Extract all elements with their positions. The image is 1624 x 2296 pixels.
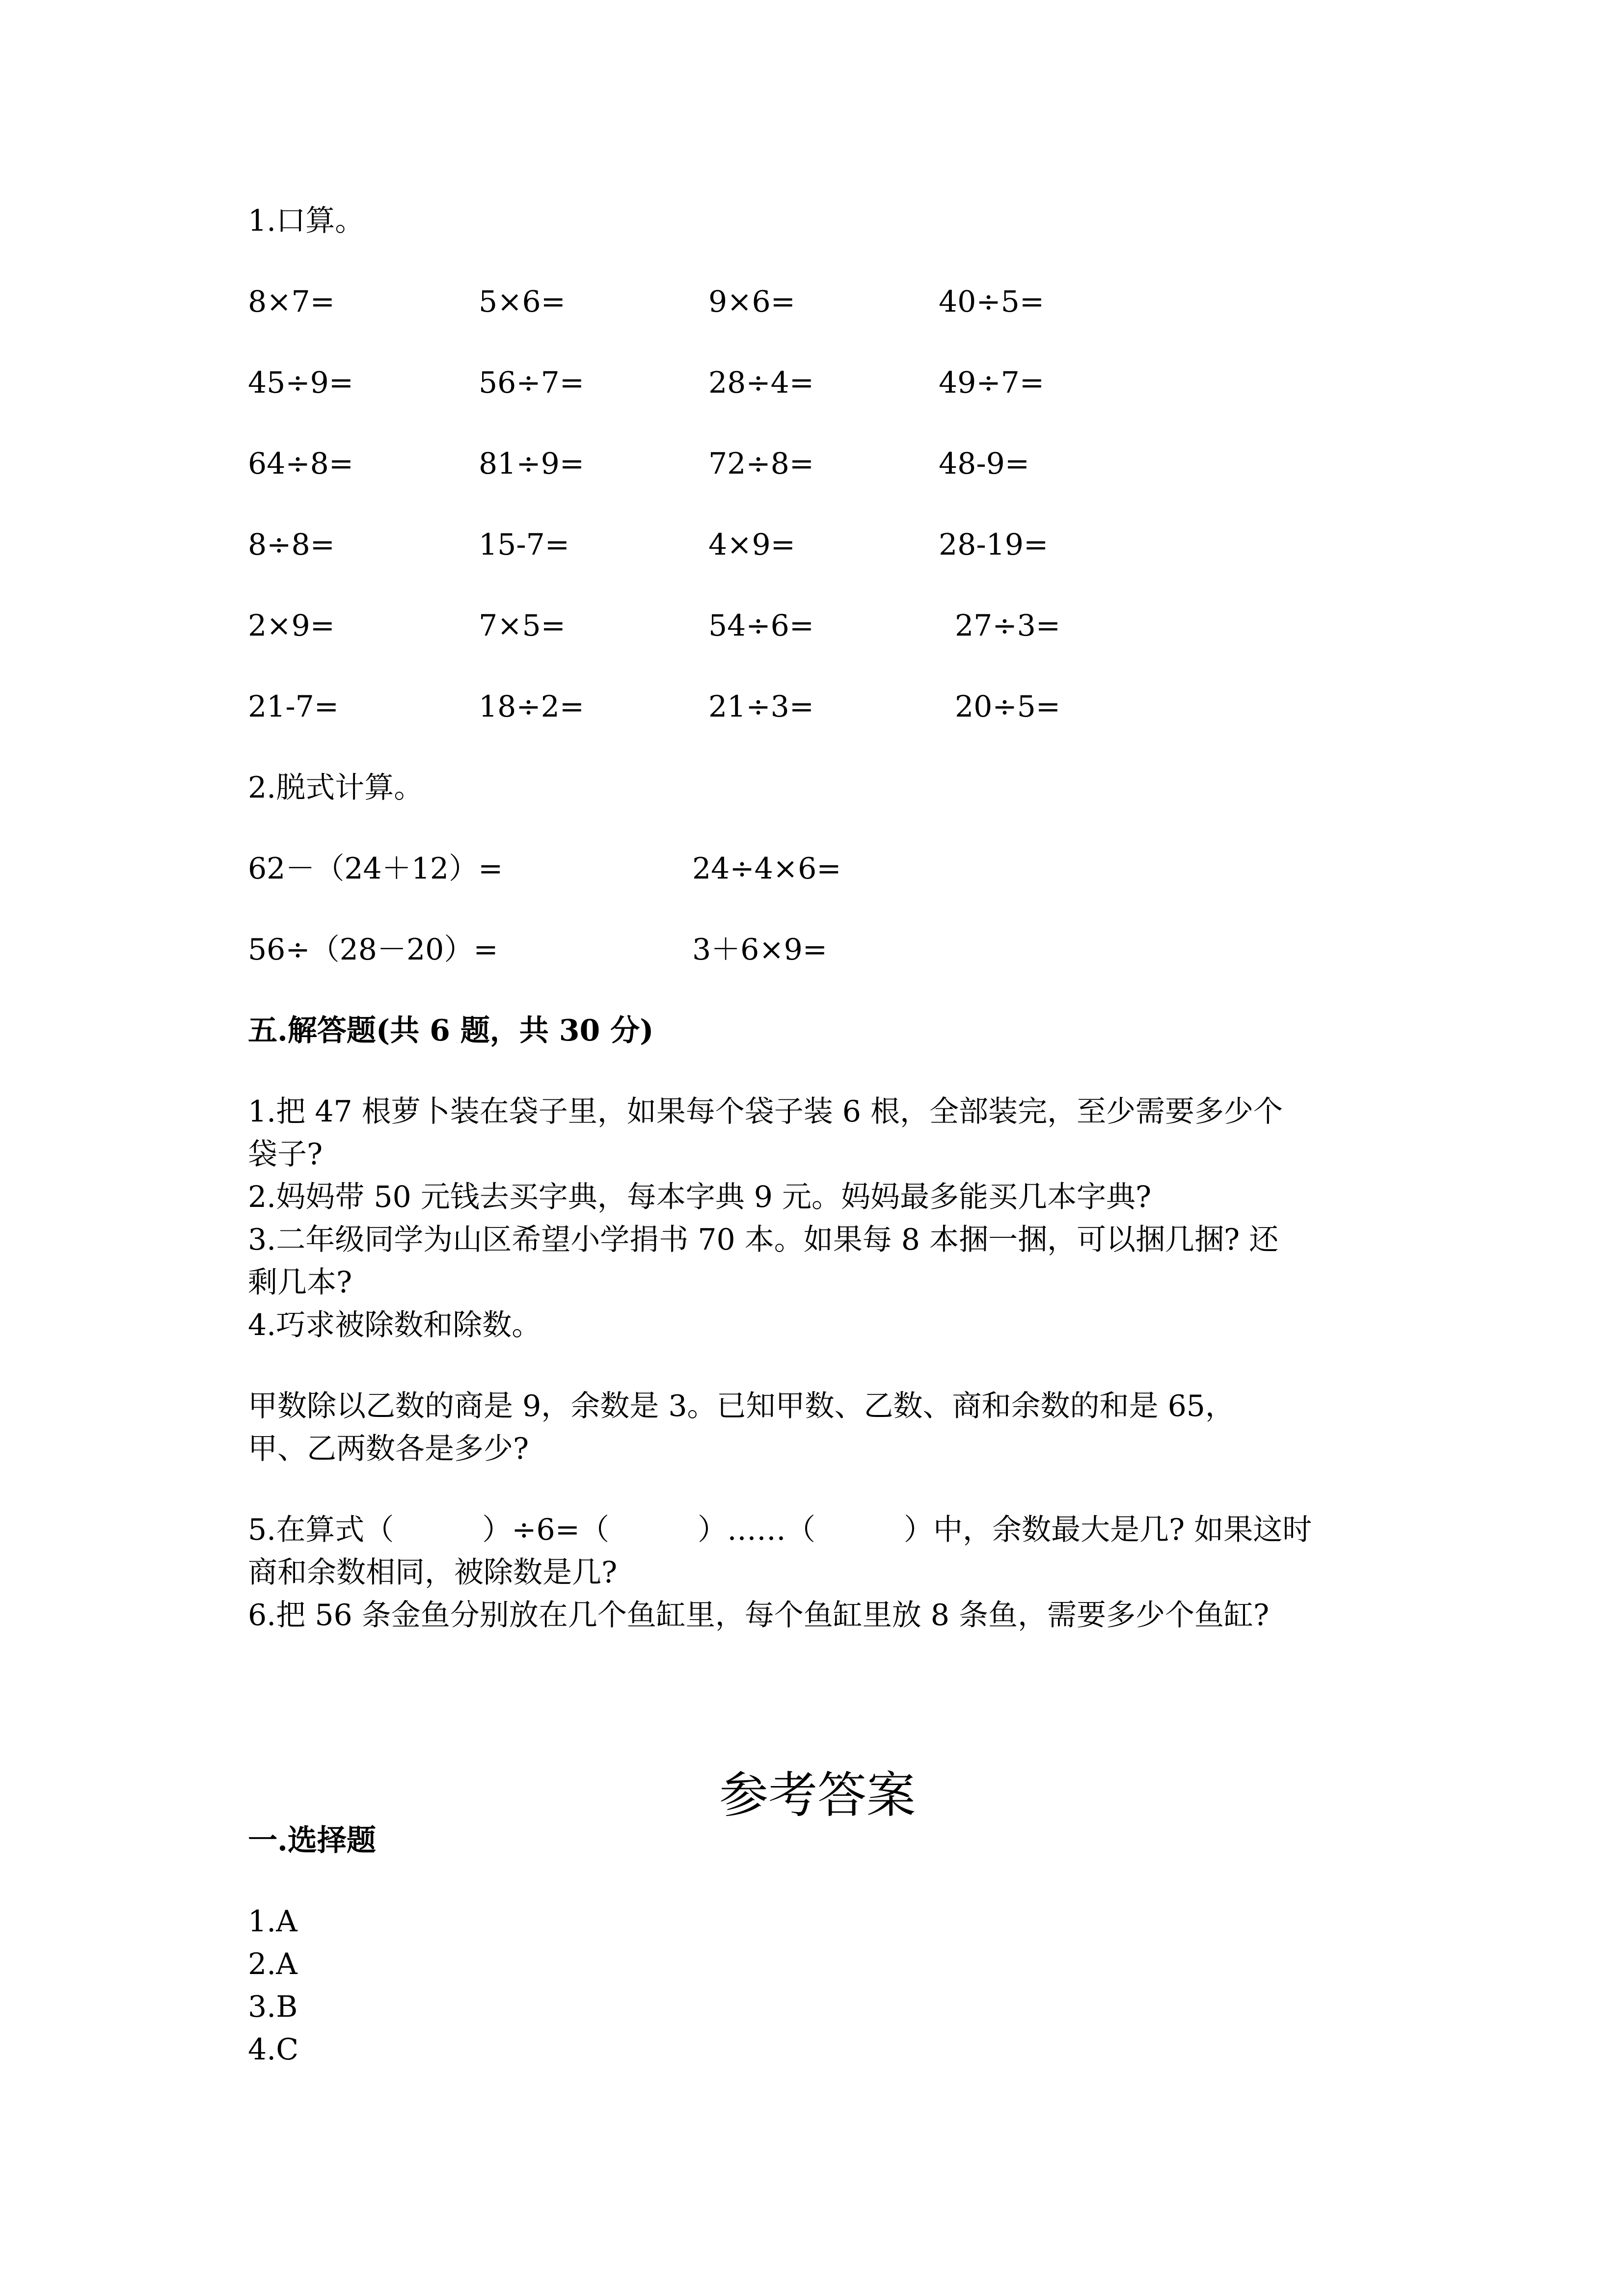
- step-problem: 24÷4×6=: [692, 852, 841, 886]
- word-problem-line: 4.巧求被除数和除数。: [248, 1308, 541, 1342]
- oral-problem: 28-19=: [939, 528, 1049, 562]
- oral-problem: 5×6=: [479, 285, 566, 319]
- oral-problem: 21-7=: [248, 690, 339, 724]
- oral-heading: 1.口算。: [248, 204, 365, 238]
- oral-problem: 48-9=: [939, 447, 1030, 481]
- oral-problem: 7×5=: [479, 609, 566, 643]
- oral-problem: 40÷5=: [939, 285, 1045, 319]
- word-problem-line: 6.把 56 条金鱼分别放在几个鱼缸里，每个鱼缸里放 8 条鱼，需要多少个鱼缸?: [248, 1598, 1270, 1632]
- oral-problem: 72÷8=: [708, 447, 814, 481]
- answers-section-heading: 一.选择题: [248, 1823, 376, 1858]
- word-problem-line: 3.二年级同学为山区希望小学捐书 70 本。如果每 8 本捆一捆，可以捆几捆? 还: [248, 1223, 1279, 1257]
- word-problem-line: 1.把 47 根萝卜装在袋子里，如果每个袋子装 6 根，全部装完，至少需要多少个: [248, 1095, 1283, 1129]
- oral-problem: 2×9=: [248, 609, 335, 643]
- answer-item: 4.C: [248, 2032, 299, 2067]
- oral-problem: 18÷2=: [479, 690, 585, 724]
- oral-problem: 4×9=: [708, 528, 795, 562]
- answer-item: 1.A: [248, 1904, 298, 1939]
- oral-problem: 28÷4=: [708, 366, 814, 400]
- word-problem-line: 商和余数相同，被除数是几?: [248, 1555, 618, 1590]
- oral-problem: 15-7=: [479, 528, 570, 562]
- oral-problem: 54÷6=: [708, 609, 814, 643]
- step-problem: 3＋6×9=: [692, 933, 828, 967]
- oral-problem: 8×7=: [248, 285, 335, 319]
- word-problem-line: 袋子?: [248, 1137, 323, 1172]
- oral-problem: 45÷9=: [248, 366, 354, 400]
- word-problem-line: 甲、乙两数各是多少?: [248, 1432, 529, 1466]
- oral-problem: 21÷3=: [708, 690, 814, 724]
- answer-item: 2.A: [248, 1947, 298, 1981]
- oral-problem: 27÷3=: [955, 609, 1061, 643]
- answers-title: 参考答案: [719, 1766, 916, 1824]
- oral-problem: 8÷8=: [248, 528, 335, 562]
- section-five-heading: 五.解答题(共 6 题，共 30 分): [248, 1014, 654, 1048]
- word-problem-line: 甲数除以乙数的商是 9，余数是 3。已知甲数、乙数、商和余数的和是 65，: [248, 1389, 1235, 1423]
- step-heading: 2.脱式计算。: [248, 771, 424, 805]
- word-problem-line: 5.在算式（ ）÷6=（ ）……（ ）中，余数最大是几? 如果这时: [248, 1513, 1312, 1547]
- oral-problem: 64÷8=: [248, 447, 354, 481]
- oral-problem: 49÷7=: [939, 366, 1045, 400]
- oral-problem: 9×6=: [708, 285, 795, 319]
- oral-problem: 20÷5=: [955, 690, 1061, 724]
- step-problem: 56÷（28－20）=: [248, 933, 498, 967]
- step-problem: 62－（24＋12）=: [248, 852, 503, 886]
- word-problem-line: 2.妈妈带 50 元钱去买字典，每本字典 9 元。妈妈最多能买几本字典?: [248, 1180, 1152, 1214]
- oral-problem: 56÷7=: [479, 366, 585, 400]
- word-problem-line: 剩几本?: [248, 1265, 352, 1300]
- oral-problem: 81÷9=: [479, 447, 585, 481]
- answer-item: 3.B: [248, 1990, 298, 2024]
